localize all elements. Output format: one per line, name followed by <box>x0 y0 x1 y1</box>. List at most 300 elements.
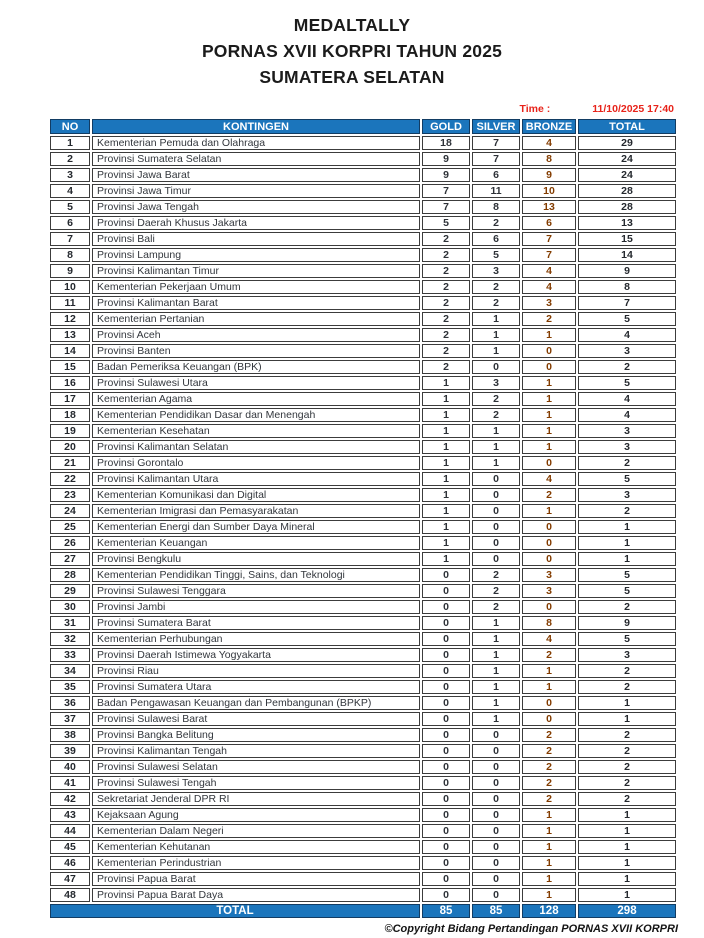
silver-cell: 1 <box>472 616 520 630</box>
bronze-cell: 1 <box>522 328 576 342</box>
rank-cell: 33 <box>50 648 90 662</box>
title-line-location: SUMATERA SELATAN <box>259 67 445 87</box>
contingent-cell: Provinsi Sulawesi Selatan <box>92 760 420 774</box>
column-header-silver: SILVER <box>472 119 520 134</box>
total-cell: 5 <box>578 312 676 326</box>
rank-cell: 2 <box>50 152 90 166</box>
rank-cell: 28 <box>50 568 90 582</box>
silver-cell: 0 <box>472 360 520 374</box>
silver-cell: 1 <box>472 424 520 438</box>
silver-cell: 8 <box>472 200 520 214</box>
total-cell: 15 <box>578 232 676 246</box>
contingent-cell: Kementerian Komunikasi dan Digital <box>92 488 420 502</box>
total-cell: 2 <box>578 792 676 806</box>
bronze-cell: 2 <box>522 648 576 662</box>
rank-cell: 35 <box>50 680 90 694</box>
contingent-cell: Kementerian Kesehatan <box>92 424 420 438</box>
contingent-cell: Provinsi Sulawesi Tengah <box>92 776 420 790</box>
bronze-cell: 8 <box>522 616 576 630</box>
total-cell: 1 <box>578 520 676 534</box>
gold-cell: 18 <box>422 136 470 150</box>
silver-cell: 3 <box>472 264 520 278</box>
bronze-cell: 0 <box>522 552 576 566</box>
bronze-cell: 4 <box>522 264 576 278</box>
total-cell: 3 <box>578 488 676 502</box>
total-overall-value: 298 <box>578 904 676 918</box>
silver-cell: 1 <box>472 696 520 710</box>
silver-cell: 0 <box>472 792 520 806</box>
silver-cell: 1 <box>472 312 520 326</box>
table-row <box>50 424 676 438</box>
gold-cell: 0 <box>422 648 470 662</box>
rank-cell: 44 <box>50 824 90 838</box>
rank-cell: 19 <box>50 424 90 438</box>
gold-cell: 0 <box>422 568 470 582</box>
silver-cell: 0 <box>472 808 520 822</box>
bronze-cell: 2 <box>522 728 576 742</box>
table-row <box>50 840 676 854</box>
table-row <box>50 440 676 454</box>
silver-cell: 2 <box>472 216 520 230</box>
bronze-cell: 13 <box>522 200 576 214</box>
rank-cell: 30 <box>50 600 90 614</box>
silver-cell: 0 <box>472 504 520 518</box>
gold-cell: 0 <box>422 584 470 598</box>
silver-cell: 1 <box>472 664 520 678</box>
table-row <box>50 376 676 390</box>
contingent-cell: Provinsi Kalimantan Utara <box>92 472 420 486</box>
contingent-cell: Provinsi Gorontalo <box>92 456 420 470</box>
rank-cell: 24 <box>50 504 90 518</box>
table-row <box>50 152 676 166</box>
contingent-cell: Provinsi Sumatera Utara <box>92 680 420 694</box>
silver-cell: 1 <box>472 648 520 662</box>
bronze-cell: 0 <box>522 712 576 726</box>
table-row <box>50 856 676 870</box>
gold-cell: 1 <box>422 456 470 470</box>
bronze-cell: 2 <box>522 776 576 790</box>
total-label: TOTAL <box>50 904 420 918</box>
table-row <box>50 824 676 838</box>
contingent-cell: Provinsi Sumatera Selatan <box>92 152 420 166</box>
silver-cell: 1 <box>472 344 520 358</box>
copyright-note: ©Copyright Bidang Pertandingan PORNAS XVII KORPRI <box>384 923 678 935</box>
silver-cell: 7 <box>472 136 520 150</box>
gold-cell: 2 <box>422 280 470 294</box>
silver-cell: 0 <box>472 824 520 838</box>
contingent-cell: Provinsi Bengkulu <box>92 552 420 566</box>
gold-cell: 0 <box>422 744 470 758</box>
contingent-cell: Provinsi Jambi <box>92 600 420 614</box>
bronze-cell: 1 <box>522 872 576 886</box>
silver-cell: 2 <box>472 584 520 598</box>
rank-cell: 25 <box>50 520 90 534</box>
table-row <box>50 360 676 374</box>
silver-cell: 0 <box>472 840 520 854</box>
total-cell: 28 <box>578 184 676 198</box>
bronze-cell: 2 <box>522 760 576 774</box>
silver-cell: 2 <box>472 392 520 406</box>
silver-cell: 2 <box>472 568 520 582</box>
table-row <box>50 280 676 294</box>
total-cell: 29 <box>578 136 676 150</box>
gold-cell: 0 <box>422 872 470 886</box>
title-line-edition: PORNAS XVII KORPRI TAHUN 2025 <box>201 41 503 61</box>
silver-cell: 6 <box>472 168 520 182</box>
table-row <box>50 488 676 502</box>
bronze-cell: 1 <box>522 824 576 838</box>
total-cell: 1 <box>578 888 676 902</box>
contingent-cell: Provinsi Sumatera Barat <box>92 616 420 630</box>
rank-cell: 7 <box>50 232 90 246</box>
contingent-cell: Kementerian Keuangan <box>92 536 420 550</box>
contingent-cell: Provinsi Jawa Timur <box>92 184 420 198</box>
gold-cell: 1 <box>422 392 470 406</box>
bronze-cell: 6 <box>522 216 576 230</box>
silver-cell: 0 <box>472 536 520 550</box>
contingent-cell: Provinsi Kalimantan Tengah <box>92 744 420 758</box>
contingent-cell: Provinsi Papua Barat Daya <box>92 888 420 902</box>
table-row <box>50 728 676 742</box>
bronze-cell: 0 <box>522 536 576 550</box>
bronze-cell: 1 <box>522 376 576 390</box>
bronze-cell: 9 <box>522 168 576 182</box>
bronze-cell: 1 <box>522 440 576 454</box>
silver-cell: 1 <box>472 632 520 646</box>
bronze-cell: 3 <box>522 584 576 598</box>
gold-cell: 2 <box>422 232 470 246</box>
rank-cell: 37 <box>50 712 90 726</box>
gold-cell: 0 <box>422 664 470 678</box>
rank-cell: 41 <box>50 776 90 790</box>
table-row <box>50 888 676 902</box>
total-cell: 1 <box>578 712 676 726</box>
rank-cell: 29 <box>50 584 90 598</box>
bronze-cell: 2 <box>522 744 576 758</box>
silver-cell: 2 <box>472 600 520 614</box>
gold-cell: 0 <box>422 888 470 902</box>
gold-cell: 7 <box>422 184 470 198</box>
total-cell: 7 <box>578 296 676 310</box>
table-row <box>50 328 676 342</box>
total-cell: 3 <box>578 344 676 358</box>
total-cell: 5 <box>578 568 676 582</box>
silver-cell: 0 <box>472 728 520 742</box>
bronze-cell: 7 <box>522 248 576 262</box>
table-row <box>50 296 676 310</box>
table-row <box>50 600 676 614</box>
bronze-cell: 7 <box>522 232 576 246</box>
table-row <box>50 616 676 630</box>
contingent-cell: Provinsi Jawa Tengah <box>92 200 420 214</box>
table-row <box>50 344 676 358</box>
table-row <box>50 392 676 406</box>
silver-cell: 0 <box>472 872 520 886</box>
gold-cell: 0 <box>422 728 470 742</box>
total-bronze-value: 128 <box>522 904 576 918</box>
table-header-row <box>50 119 676 134</box>
bronze-cell: 4 <box>522 280 576 294</box>
rank-cell: 36 <box>50 696 90 710</box>
total-cell: 14 <box>578 248 676 262</box>
silver-cell: 0 <box>472 888 520 902</box>
table-row <box>50 568 676 582</box>
gold-cell: 2 <box>422 264 470 278</box>
bronze-cell: 0 <box>522 456 576 470</box>
contingent-cell: Provinsi Aceh <box>92 328 420 342</box>
contingent-cell: Kementerian Pendidikan Dasar dan Menengah <box>92 408 420 422</box>
bronze-cell: 0 <box>522 600 576 614</box>
table-row <box>50 664 676 678</box>
total-cell: 1 <box>578 856 676 870</box>
gold-cell: 2 <box>422 296 470 310</box>
rank-cell: 4 <box>50 184 90 198</box>
rank-cell: 5 <box>50 200 90 214</box>
rank-cell: 6 <box>50 216 90 230</box>
contingent-cell: Provinsi Bali <box>92 232 420 246</box>
total-cell: 4 <box>578 328 676 342</box>
total-silver-value: 85 <box>472 904 520 918</box>
total-cell: 4 <box>578 408 676 422</box>
bronze-cell: 1 <box>522 392 576 406</box>
bronze-cell: 1 <box>522 664 576 678</box>
table-row <box>50 504 676 518</box>
total-cell: 2 <box>578 776 676 790</box>
contingent-cell: Provinsi Sulawesi Utara <box>92 376 420 390</box>
column-header-bronze: BRONZE <box>522 119 576 134</box>
bronze-cell: 2 <box>522 792 576 806</box>
rank-cell: 15 <box>50 360 90 374</box>
contingent-cell: Provinsi Sulawesi Barat <box>92 712 420 726</box>
gold-cell: 1 <box>422 504 470 518</box>
contingent-cell: Kejaksaan Agung <box>92 808 420 822</box>
silver-cell: 2 <box>472 280 520 294</box>
total-cell: 5 <box>578 376 676 390</box>
rank-cell: 43 <box>50 808 90 822</box>
gold-cell: 1 <box>422 440 470 454</box>
contingent-cell: Kementerian Agama <box>92 392 420 406</box>
rank-cell: 22 <box>50 472 90 486</box>
total-cell: 5 <box>578 632 676 646</box>
silver-cell: 2 <box>472 296 520 310</box>
table-row <box>50 792 676 806</box>
rank-cell: 18 <box>50 408 90 422</box>
rank-cell: 9 <box>50 264 90 278</box>
gold-cell: 9 <box>422 152 470 166</box>
silver-cell: 0 <box>472 520 520 534</box>
contingent-cell: Provinsi Kalimantan Timur <box>92 264 420 278</box>
gold-cell: 2 <box>422 360 470 374</box>
column-header-no: NO <box>50 119 90 134</box>
gold-cell: 0 <box>422 824 470 838</box>
silver-cell: 1 <box>472 456 520 470</box>
total-cell: 3 <box>578 648 676 662</box>
total-cell: 2 <box>578 600 676 614</box>
table-row <box>50 648 676 662</box>
gold-cell: 0 <box>422 760 470 774</box>
rank-cell: 23 <box>50 488 90 502</box>
total-cell: 1 <box>578 824 676 838</box>
gold-cell: 0 <box>422 680 470 694</box>
rank-cell: 20 <box>50 440 90 454</box>
table-row <box>50 136 676 150</box>
table-row <box>50 536 676 550</box>
table-row <box>50 264 676 278</box>
rank-cell: 14 <box>50 344 90 358</box>
total-cell: 5 <box>578 584 676 598</box>
total-cell: 1 <box>578 872 676 886</box>
rank-cell: 46 <box>50 856 90 870</box>
total-cell: 5 <box>578 472 676 486</box>
total-cell: 2 <box>578 728 676 742</box>
rank-cell: 11 <box>50 296 90 310</box>
contingent-cell: Kementerian Dalam Negeri <box>92 824 420 838</box>
bronze-cell: 1 <box>522 856 576 870</box>
table-row <box>50 680 676 694</box>
table-row <box>50 248 676 262</box>
column-header-total: TOTAL <box>578 119 676 134</box>
table-row <box>50 632 676 646</box>
bronze-cell: 0 <box>522 520 576 534</box>
total-cell: 1 <box>578 696 676 710</box>
gold-cell: 5 <box>422 216 470 230</box>
total-cell: 1 <box>578 808 676 822</box>
total-cell: 2 <box>578 504 676 518</box>
total-cell: 1 <box>578 552 676 566</box>
silver-cell: 0 <box>472 856 520 870</box>
rank-cell: 42 <box>50 792 90 806</box>
gold-cell: 2 <box>422 344 470 358</box>
rank-cell: 8 <box>50 248 90 262</box>
table-row <box>50 872 676 886</box>
contingent-cell: Provinsi Bangka Belitung <box>92 728 420 742</box>
rank-cell: 38 <box>50 728 90 742</box>
time-label: Time : <box>519 103 551 115</box>
rank-cell: 27 <box>50 552 90 566</box>
silver-cell: 1 <box>472 712 520 726</box>
rank-cell: 32 <box>50 632 90 646</box>
table-row <box>50 520 676 534</box>
contingent-cell: Provinsi Kalimantan Barat <box>92 296 420 310</box>
silver-cell: 2 <box>472 408 520 422</box>
contingent-cell: Provinsi Sulawesi Tenggara <box>92 584 420 598</box>
total-cell: 3 <box>578 424 676 438</box>
contingent-cell: Kementerian Kehutanan <box>92 840 420 854</box>
gold-cell: 0 <box>422 696 470 710</box>
medal-table <box>48 117 678 920</box>
table-row <box>50 584 676 598</box>
bronze-cell: 8 <box>522 152 576 166</box>
table-row <box>50 696 676 710</box>
table-row <box>50 472 676 486</box>
column-header-kontingen: KONTINGEN <box>92 119 420 134</box>
bronze-cell: 0 <box>522 696 576 710</box>
gold-cell: 1 <box>422 488 470 502</box>
total-cell: 24 <box>578 152 676 166</box>
gold-cell: 0 <box>422 840 470 854</box>
rank-cell: 39 <box>50 744 90 758</box>
total-cell: 4 <box>578 392 676 406</box>
table-row <box>50 744 676 758</box>
total-cell: 9 <box>578 616 676 630</box>
gold-cell: 7 <box>422 200 470 214</box>
contingent-cell: Badan Pemeriksa Keuangan (BPK) <box>92 360 420 374</box>
rank-cell: 13 <box>50 328 90 342</box>
table-row <box>50 776 676 790</box>
gold-cell: 0 <box>422 792 470 806</box>
contingent-cell: Kementerian Pertanian <box>92 312 420 326</box>
contingent-cell: Kementerian Pemuda dan Olahraga <box>92 136 420 150</box>
bronze-cell: 2 <box>522 312 576 326</box>
total-cell: 1 <box>578 840 676 854</box>
silver-cell: 0 <box>472 552 520 566</box>
total-cell: 2 <box>578 360 676 374</box>
bronze-cell: 4 <box>522 472 576 486</box>
page-title <box>0 0 704 90</box>
contingent-cell: Kementerian Pendidikan Tinggi, Sains, dan Teknologi <box>92 568 420 582</box>
bronze-cell: 1 <box>522 424 576 438</box>
bronze-cell: 0 <box>522 344 576 358</box>
gold-cell: 1 <box>422 536 470 550</box>
bronze-cell: 0 <box>522 360 576 374</box>
silver-cell: 1 <box>472 328 520 342</box>
report-timestamp: 11/10/2025 17:40 <box>592 103 674 115</box>
contingent-cell: Provinsi Banten <box>92 344 420 358</box>
gold-cell: 0 <box>422 712 470 726</box>
table-row <box>50 408 676 422</box>
rank-cell: 16 <box>50 376 90 390</box>
gold-cell: 1 <box>422 472 470 486</box>
contingent-cell: Provinsi Lampung <box>92 248 420 262</box>
contingent-cell: Kementerian Perhubungan <box>92 632 420 646</box>
table-row <box>50 456 676 470</box>
gold-cell: 0 <box>422 808 470 822</box>
total-cell: 2 <box>578 680 676 694</box>
silver-cell: 1 <box>472 440 520 454</box>
total-cell: 9 <box>578 264 676 278</box>
gold-cell: 0 <box>422 600 470 614</box>
silver-cell: 0 <box>472 760 520 774</box>
rank-cell: 45 <box>50 840 90 854</box>
rank-cell: 1 <box>50 136 90 150</box>
bronze-cell: 1 <box>522 840 576 854</box>
total-cell: 13 <box>578 216 676 230</box>
total-cell: 2 <box>578 664 676 678</box>
silver-cell: 3 <box>472 376 520 390</box>
total-cell: 2 <box>578 456 676 470</box>
gold-cell: 2 <box>422 248 470 262</box>
rank-cell: 12 <box>50 312 90 326</box>
contingent-cell: Provinsi Jawa Barat <box>92 168 420 182</box>
rank-cell: 40 <box>50 760 90 774</box>
gold-cell: 2 <box>422 312 470 326</box>
bronze-cell: 1 <box>522 808 576 822</box>
rank-cell: 34 <box>50 664 90 678</box>
bronze-cell: 1 <box>522 408 576 422</box>
gold-cell: 1 <box>422 520 470 534</box>
contingent-cell: Sekretariat Jenderal DPR RI <box>92 792 420 806</box>
total-cell: 28 <box>578 200 676 214</box>
gold-cell: 0 <box>422 776 470 790</box>
rank-cell: 26 <box>50 536 90 550</box>
rank-cell: 17 <box>50 392 90 406</box>
silver-cell: 0 <box>472 776 520 790</box>
contingent-cell: Provinsi Daerah Khusus Jakarta <box>92 216 420 230</box>
table-row <box>50 712 676 726</box>
contingent-cell: Kementerian Energi dan Sumber Daya Mineral <box>92 520 420 534</box>
table-row <box>50 232 676 246</box>
gold-cell: 2 <box>422 328 470 342</box>
